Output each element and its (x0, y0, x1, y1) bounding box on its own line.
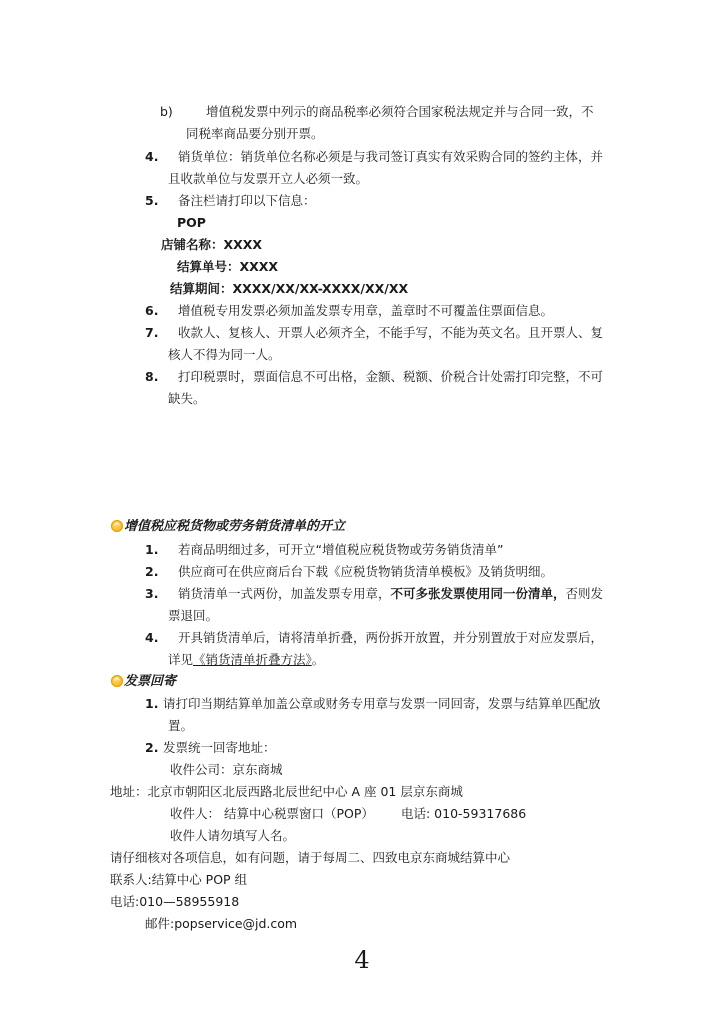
rule-8-number: 8. (145, 369, 159, 384)
remark-settle-period: 结算期间：XXXX/XX/XX-XXXX/XX/XX (170, 281, 409, 296)
recipient-name: 收件人： 结算中心税票窗口（POP） (170, 806, 374, 821)
sales-list-2-number: 2. (145, 564, 159, 579)
sales-list-4-line2 (168, 651, 324, 669)
bullet-icon (111, 675, 123, 687)
sales-list-3-number: 3. (145, 586, 159, 601)
return-2-line1: 发票统一回寄地址： (163, 740, 276, 755)
recipient-company: 收件公司：京东商城 (170, 762, 283, 777)
return-1-line1: 请打印当期结算单加盖公章或财务专用章与发票一同回寄，发票与结算单匹配放 (163, 696, 601, 711)
rule-7-line2: 核人不得为同一人。 (168, 347, 281, 362)
rule-5-number: 5. (145, 193, 159, 208)
sales-list-3-line1 (178, 585, 603, 603)
return-1-number: 1. (145, 696, 159, 711)
sales-list-2-text: 供应商可在供应商后台下载《应税货物销货清单模板》及销货明细。 (178, 564, 554, 579)
rule-b-line2: 同税率商品要分别开票。 (186, 126, 324, 141)
return-1-line2: 置。 (168, 718, 194, 733)
recipient-phone: 电话: 010-59317686 (401, 806, 527, 821)
section-heading-sales-list: 增值税应税货物或劳务销货清单的开立 (124, 519, 346, 534)
recipient-note: 收件人请勿填写人名。 (170, 828, 296, 843)
sales-list-4-number: 4. (145, 630, 159, 645)
sales-list-4-text-b: 。 (311, 652, 325, 667)
sales-list-4-text-a: 详见 (168, 652, 194, 667)
list-marker-b: b) (160, 104, 173, 119)
rule-6-number: 6. (145, 303, 159, 318)
contact-note: 请仔细核对各项信息，如有问题，请于每周二、四致电京东商城结算中心 (110, 850, 511, 865)
sales-list-1-number: 1. (145, 542, 159, 557)
remark-settle-no: 结算单号：XXXX (177, 259, 279, 274)
sales-list-3-line2: 票退回。 (168, 608, 219, 623)
sales-list-1-text: 若商品明细过多，可开立“增值税应税货物或劳务销货清单” (178, 542, 504, 557)
folding-method-link[interactable]: 《销货清单折叠方法》 (193, 652, 312, 667)
sales-list-3-text-b: 否则发 (565, 586, 604, 601)
contact-phone: 电话:010—58955918 (110, 894, 240, 909)
return-2-number: 2. (145, 740, 159, 755)
rule-8-line1: 打印税票时，票面信息不可出格，金额、税额、价税合计处需打印完整，不可 (178, 369, 604, 384)
bullet-icon (111, 520, 123, 532)
rule-5-line1: 备注栏请打印以下信息： (178, 193, 316, 208)
remark-store-name: 店铺名称：XXXX (161, 237, 263, 252)
contact-person: 联系人:结算中心 POP 组 (110, 872, 248, 887)
rule-4-line1: 销货单位：销货单位名称必须是与我司签订真实有效采购合同的签约主体，并 (178, 149, 604, 164)
rule-4-line2: 且收款单位与发票开立人必须一致。 (168, 171, 369, 186)
rule-6-line1: 增值税专用发票必须加盖发票专用章，盖章时不可覆盖住票面信息。 (178, 303, 554, 318)
sales-list-3-text-bold: 不可多张发票使用同一份清单， (390, 586, 566, 601)
rule-b-line1: 增值税发票中列示的商品税率必须符合国家税法规定并与合同一致，不 (206, 104, 594, 119)
sales-list-3-text-a: 销货清单一式两份，加盖发票专用章， (178, 586, 391, 601)
remark-pop: POP (177, 215, 206, 230)
rule-4-number: 4. (145, 149, 159, 164)
mailing-address: 地址：北京市朝阳区北辰西路北辰世纪中心 A 座 01 层京东商城 (110, 784, 463, 799)
section-heading-invoice-return: 发票回寄 (124, 674, 177, 689)
page-number: 4 (354, 946, 370, 974)
sales-list-4-line1: 开具销货清单后，请将清单折叠，两份拆开放置，并分别置放于对应发票后， (178, 630, 604, 645)
rule-8-line2: 缺失。 (168, 391, 206, 406)
contact-email: 邮件:popservice@jd.com (145, 916, 298, 931)
rule-7-line1: 收款人、复核人、开票人必须齐全，不能手写，不能为英文名。且开票人、复 (178, 325, 604, 340)
rule-7-number: 7. (145, 325, 159, 340)
